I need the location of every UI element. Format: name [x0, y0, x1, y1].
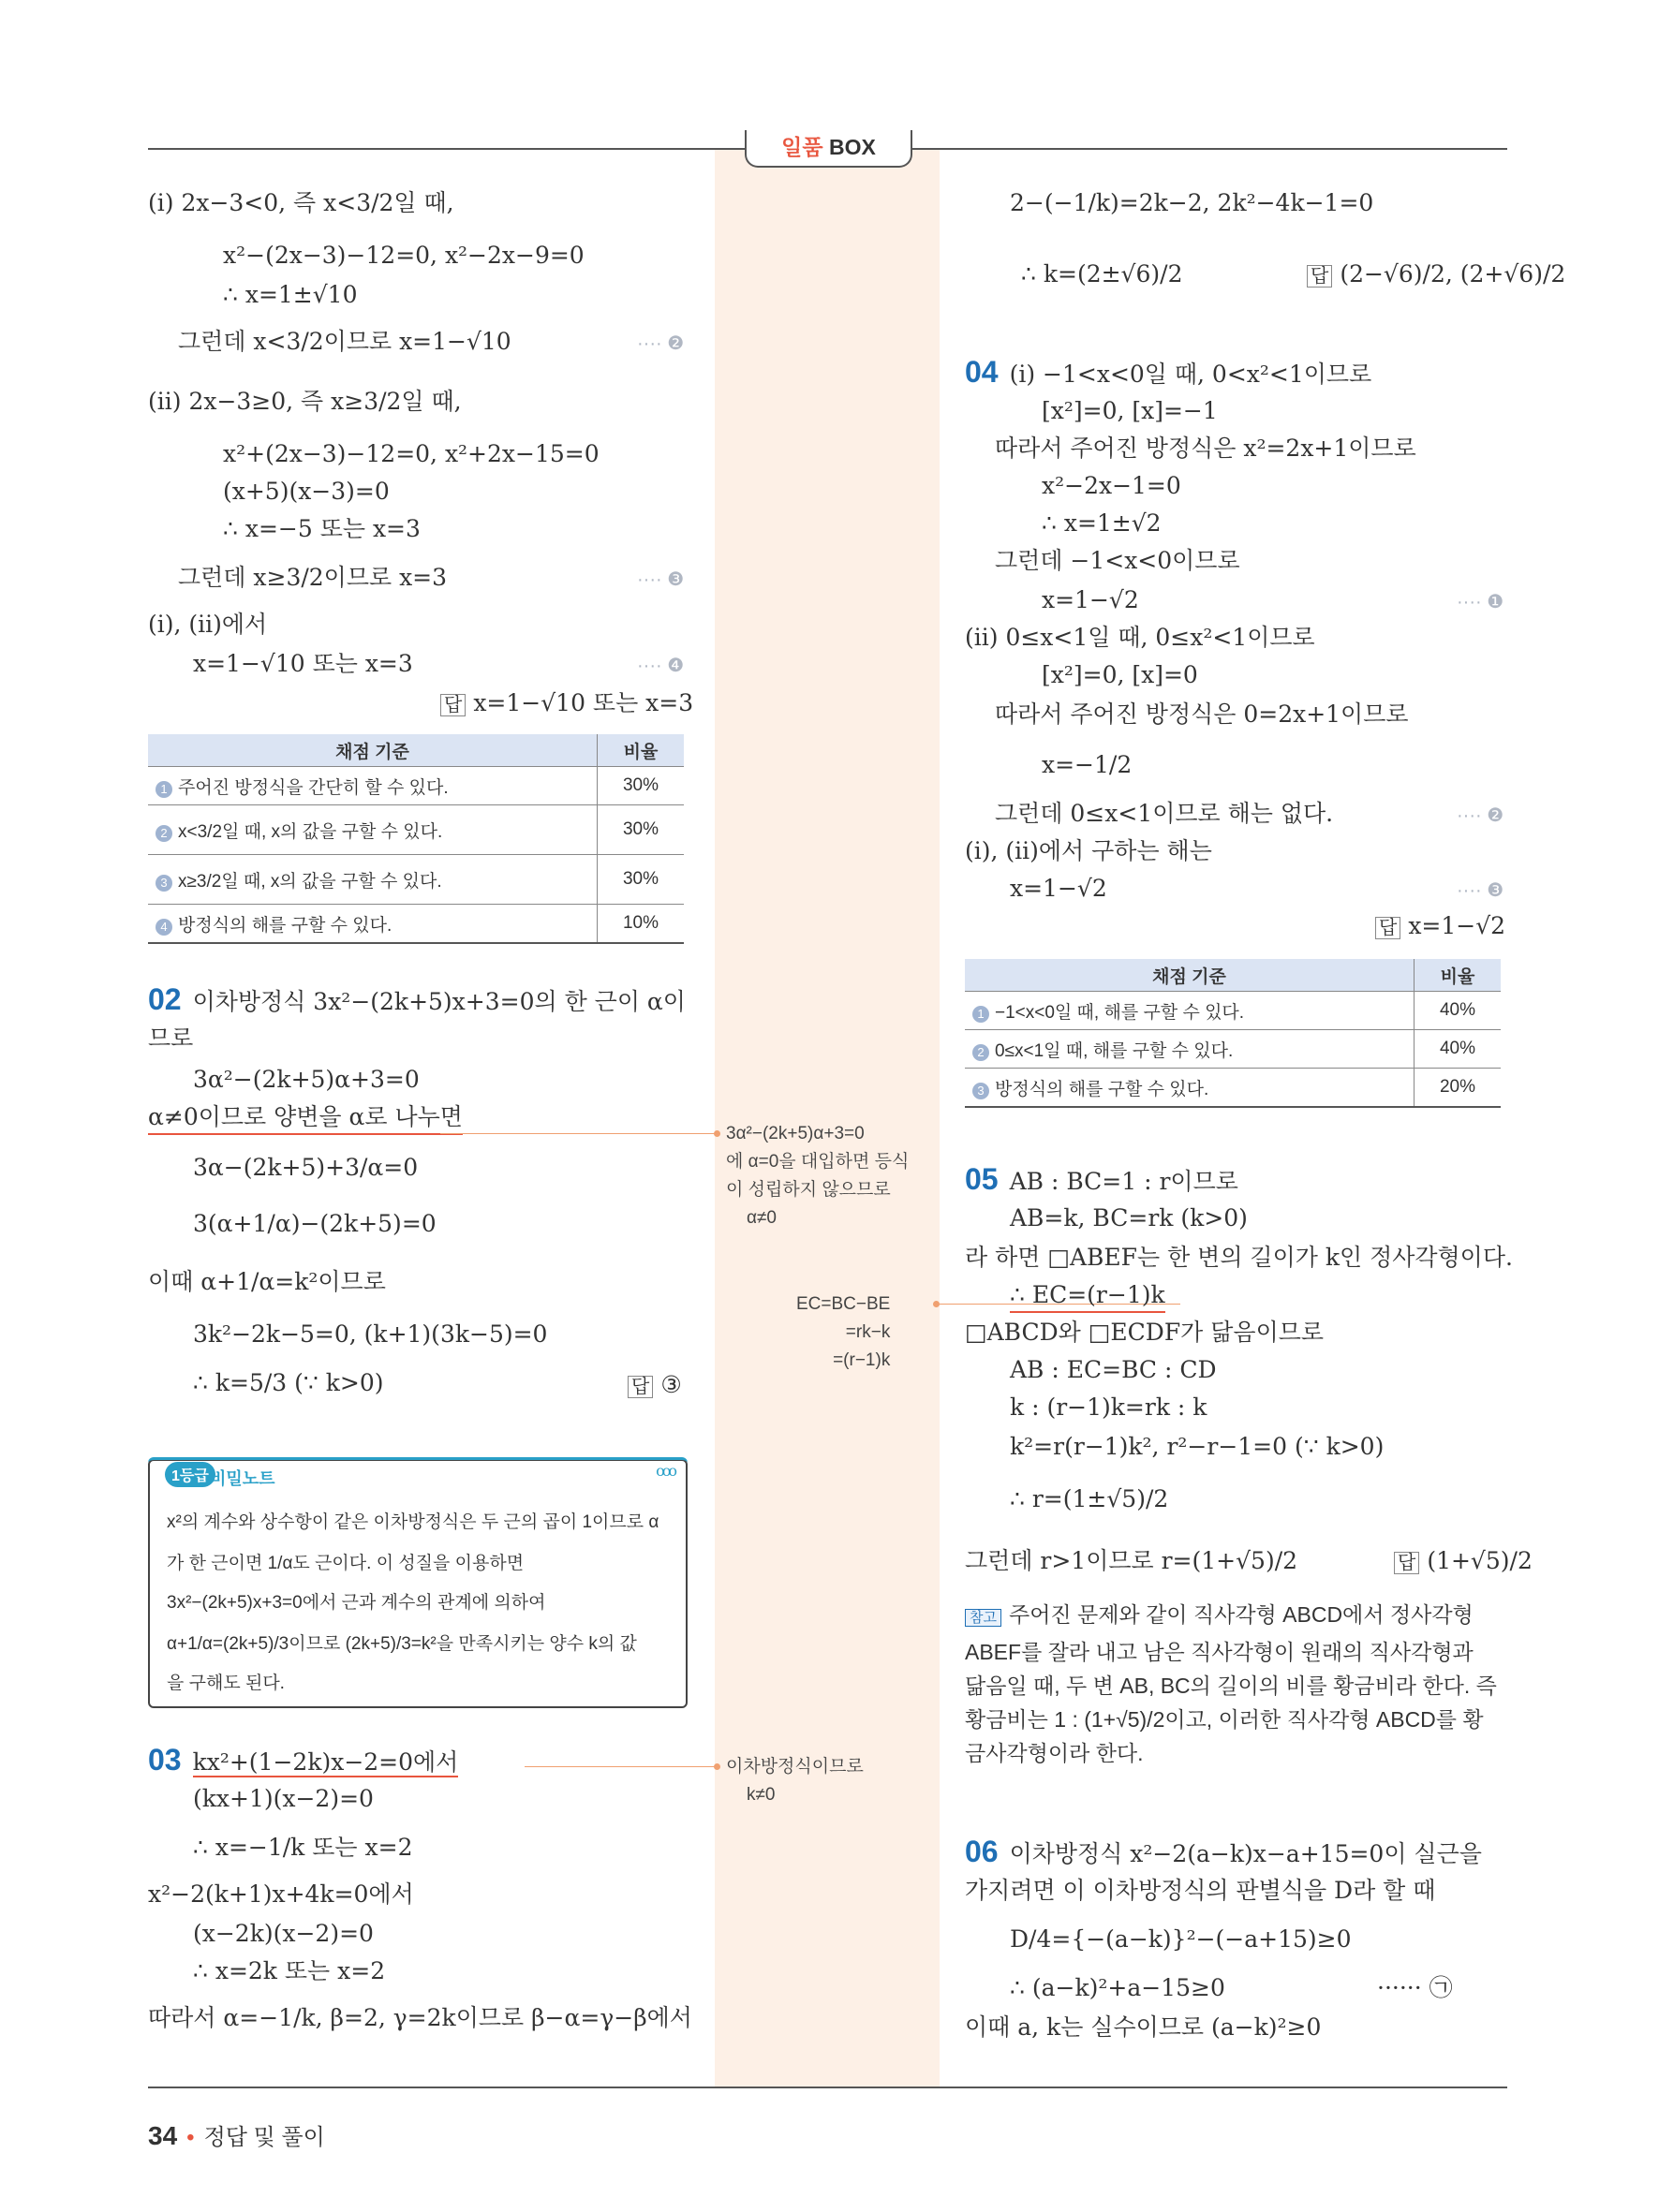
right-line: (i), (ii)에서 구하는 해는	[965, 837, 1212, 864]
left-line: 3k²−2k−5=0, (k+1)(3k−5)=0	[193, 1320, 548, 1348]
answer-tag: 답	[440, 694, 466, 716]
right-line: 가지려면 이 이차방정식의 판별식을 D라 할 때	[965, 1877, 1436, 1904]
section-title: 정답 및 풀이	[203, 2125, 325, 2150]
left-line: 3(α+1/α)−(2k+5)=0	[193, 1210, 437, 1237]
header-tab: 일품 BOX	[745, 130, 912, 168]
side-note-connector	[440, 1133, 717, 1134]
footer	[148, 2118, 325, 2151]
table-row: 3 x≥3/2일 때, x의 값을 구할 수 있다. 30%	[148, 855, 684, 905]
table-row: 1 주어진 방정식을 간단히 할 수 있다. 30%	[148, 767, 684, 805]
right-line: 따라서 주어진 방정식은 x²=2x+1이므로	[995, 435, 1416, 462]
score-marker: ···· ❶	[1457, 592, 1504, 612]
left-line: (i) 2x−3<0, 즉 x<3/2일 때,	[148, 189, 454, 216]
note-line: 가 한 근이면 1/α도 근이다. 이 성질을 이용하면	[167, 1554, 525, 1573]
page-number: 34	[148, 2121, 178, 2150]
right-line: 2−(−1/k)=2k−2, 2k²−4k−1=0	[1010, 189, 1374, 216]
note-title: 비밀노트	[210, 1469, 275, 1488]
left-line: 므로	[148, 1025, 194, 1052]
table-row: 2 0≤x<1일 때, 해를 구할 수 있다. 40%	[965, 1030, 1501, 1069]
side-note: 이차방정식이므로 k≠0	[726, 1757, 864, 1805]
secret-note-box	[148, 1459, 688, 1708]
right-line: x=−1/2	[1042, 751, 1133, 778]
left-line: ∴ k=5/3 (∵ k>0)	[193, 1369, 384, 1396]
question-02: 02 이차방정식 3x²−(2k+5)x+3=0의 한 근이 α이	[148, 982, 686, 1016]
left-line: 그런데 x<3/2이므로 x=1−√10	[178, 328, 511, 355]
right-line: k : (r−1)k=rk : k	[1010, 1394, 1207, 1421]
right-line: 라 하면 □ABEF는 한 변의 길이가 k인 정사각형이다.	[965, 1244, 1513, 1271]
reference-note: 참고 주어진 문제와 같이 직사각형 ABCD에서 정사각형 ABEF를 잘라 내고 남은 직사각형이 원래의 직사각형과 닮음일 때, 두 변 AB, BC의 길이의 비를 황금비라 한다. 즉 황금비는 1 : (1+√5)/2이고, 이러한 직사각형 ABCD를 황금사각형이라 한다.	[965, 1602, 1497, 1765]
question-06: 06 이차방정식 x²−2(a−k)x−a+15=0이 실근을	[965, 1835, 1482, 1868]
note-line: 을 구해도 된다.	[167, 1674, 285, 1693]
table-header: 채점 기준	[148, 734, 598, 767]
right-line: ∴ k=(2±√6)/2	[1021, 260, 1183, 288]
question-number: 04	[965, 355, 999, 389]
left-line: x²+(2x−3)−12=0, x²+2x−15=0	[223, 440, 600, 467]
answer-tag: 답	[1307, 265, 1332, 288]
reference-tag: 참고	[965, 1609, 1001, 1627]
left-line: (i), (ii)에서	[148, 611, 268, 638]
table-header: 채점 기준	[965, 959, 1415, 992]
left-line: x=1−√10 또는 x=3	[193, 650, 413, 677]
answer-tag: 답	[1375, 917, 1400, 939]
left-line: 3α−(2k+5)+3/α=0	[193, 1154, 419, 1181]
right-line: (ii) 0≤x<1일 때, 0≤x²<1이므로	[965, 624, 1315, 651]
right-line: □ABCD와 □ECDF가 닮음이므로	[965, 1319, 1325, 1346]
question-number: 02	[148, 982, 182, 1016]
left-line: ∴ x=2k 또는 x=2	[193, 1957, 386, 1984]
table-header: 비율	[598, 734, 685, 767]
right-line: ∴ EC=(r−1)k	[1010, 1279, 1165, 1313]
question-number: 06	[965, 1835, 999, 1868]
left-line: ∴ x=−5 또는 x=3	[223, 515, 421, 542]
grading-table-1	[148, 734, 684, 944]
question-04: 04 (i) −1<x<0일 때, 0<x²<1이므로	[965, 355, 1372, 389]
answer-line: 답 (1+√5)/2	[1394, 1545, 1533, 1579]
answer-line: 답 x=1−√10 또는 x=3	[440, 687, 693, 721]
right-line: 그런데 −1<x<0이므로	[995, 547, 1240, 574]
note-line: α+1/α=(2k+5)/3이므로 (2k+5)/3=k²을 만족시키는 양수 k의 값	[167, 1634, 637, 1654]
score-marker: ···· ❸	[1457, 880, 1504, 901]
score-marker: ···· ❷	[637, 333, 685, 354]
right-line: [x²]=0, [x]=−1	[1042, 397, 1218, 424]
right-line: AB : EC=BC : CD	[1010, 1356, 1217, 1383]
right-line: ∴ r=(1±√5)/2	[1010, 1485, 1169, 1512]
table-row: 2 x<3/2일 때, x의 값을 구할 수 있다. 30%	[148, 805, 684, 855]
right-line: 따라서 주어진 방정식은 0=2x+1이므로	[995, 700, 1409, 728]
note-line: x²의 계수와 상수항이 같은 이차방정식은 두 근의 곱이 1이므로 α	[167, 1512, 659, 1532]
right-line: 그런데 0≤x<1이므로 해는 없다.	[995, 800, 1334, 827]
score-marker: ···· ❷	[1457, 805, 1504, 826]
right-line: 이때 a, k는 실수이므로 (a−k)²≥0	[965, 2013, 1322, 2041]
left-line: 이때 α+1/α=k²이므로	[148, 1268, 386, 1295]
left-line: 따라서 α=−1/k, β=2, γ=2k이므로 β−α=γ−β에서	[148, 2004, 692, 2031]
left-line: α≠0이므로 양변을 α로 나누면	[148, 1101, 463, 1135]
note-line: 3x²−(2k+5)x+3=0에서 근과 계수의 관계에 의하여	[167, 1593, 546, 1613]
question-05: 05 AB : BC=1 : r이므로	[965, 1162, 1238, 1196]
score-marker: ···· ❸	[637, 569, 685, 590]
right-line: AB=k, BC=rk (k>0)	[1010, 1204, 1248, 1231]
left-line: ∴ x=−1/k 또는 x=2	[193, 1834, 413, 1861]
question-number: 05	[965, 1162, 999, 1196]
table-row: 3 방정식의 해를 구할 수 있다. 20%	[965, 1069, 1501, 1108]
answer-line: 답 ③	[628, 1369, 682, 1403]
question-03: 03 kx²+(1−2k)x−2=0에서	[148, 1743, 459, 1777]
left-line: (x+5)(x−3)=0	[223, 478, 390, 505]
left-line: 3α²−(2k+5)α+3=0	[193, 1066, 420, 1093]
answer-line: 답 x=1−√2	[1375, 910, 1505, 944]
score-marker: ···· ❹	[637, 656, 685, 676]
left-line: (ii) 2x−3≥0, 즉 x≥3/2일 때,	[148, 388, 462, 415]
question-number: 03	[148, 1743, 182, 1777]
right-line: D/4={−(a−k)}²−(−a+15)≥0	[1010, 1925, 1352, 1953]
left-line: x²−(2x−3)−12=0, x²−2x−9=0	[223, 242, 585, 269]
right-line: k²=r(r−1)k², r²−r−1=0 (∵ k>0)	[1010, 1433, 1385, 1460]
footer-rule	[148, 2087, 1507, 2088]
table-row: 1 −1<x<0일 때, 해를 구할 수 있다. 40%	[965, 992, 1501, 1030]
answer-tag: 답	[628, 1376, 653, 1398]
left-line: x²−2(k+1)x+4k=0에서	[148, 1880, 414, 1908]
note-header	[148, 1457, 688, 1492]
left-line: ∴ x=1±√10	[223, 281, 358, 308]
note-decoration: ooo	[656, 1462, 674, 1480]
answer-line: 답 (2−√6)/2, (2+√6)/2	[1307, 258, 1565, 292]
right-line: ∴ (a−k)²+a−15≥0	[1010, 1974, 1225, 2001]
side-note: 3α²−(2k+5)α+3=0 에 α=0을 대입하면 등식 이 성립하지 않으므로 α≠0	[726, 1124, 910, 1228]
right-line: x=1−√2	[1010, 875, 1107, 902]
footer-dot: •	[186, 2125, 195, 2150]
right-line: 그런데 r>1이므로 r=(1+√5)/2	[965, 1547, 1298, 1574]
right-line: x=1−√2	[1042, 586, 1139, 613]
left-line: 그런데 x≥3/2이므로 x=3	[178, 564, 448, 591]
right-line: ∴ x=1±√2	[1042, 509, 1162, 537]
equation-label: ······ ㉠	[1377, 1974, 1453, 2001]
left-line: (kx+1)(x−2)=0	[193, 1785, 374, 1812]
right-line: x²−2x−1=0	[1042, 472, 1181, 499]
left-line: (x−2k)(x−2)=0	[193, 1920, 374, 1947]
note-badge: 1등급	[165, 1462, 215, 1487]
answer-tag: 답	[1394, 1552, 1419, 1574]
grading-table-2	[965, 959, 1501, 1108]
table-header: 비율	[1415, 959, 1502, 992]
side-note-connector	[525, 1766, 717, 1767]
table-row: 4 방정식의 해를 구할 수 있다. 10%	[148, 905, 684, 944]
right-line: [x²]=0, [x]=0	[1042, 661, 1198, 688]
side-note: EC=BC−BE =rk−k =(r−1)k	[796, 1294, 891, 1370]
